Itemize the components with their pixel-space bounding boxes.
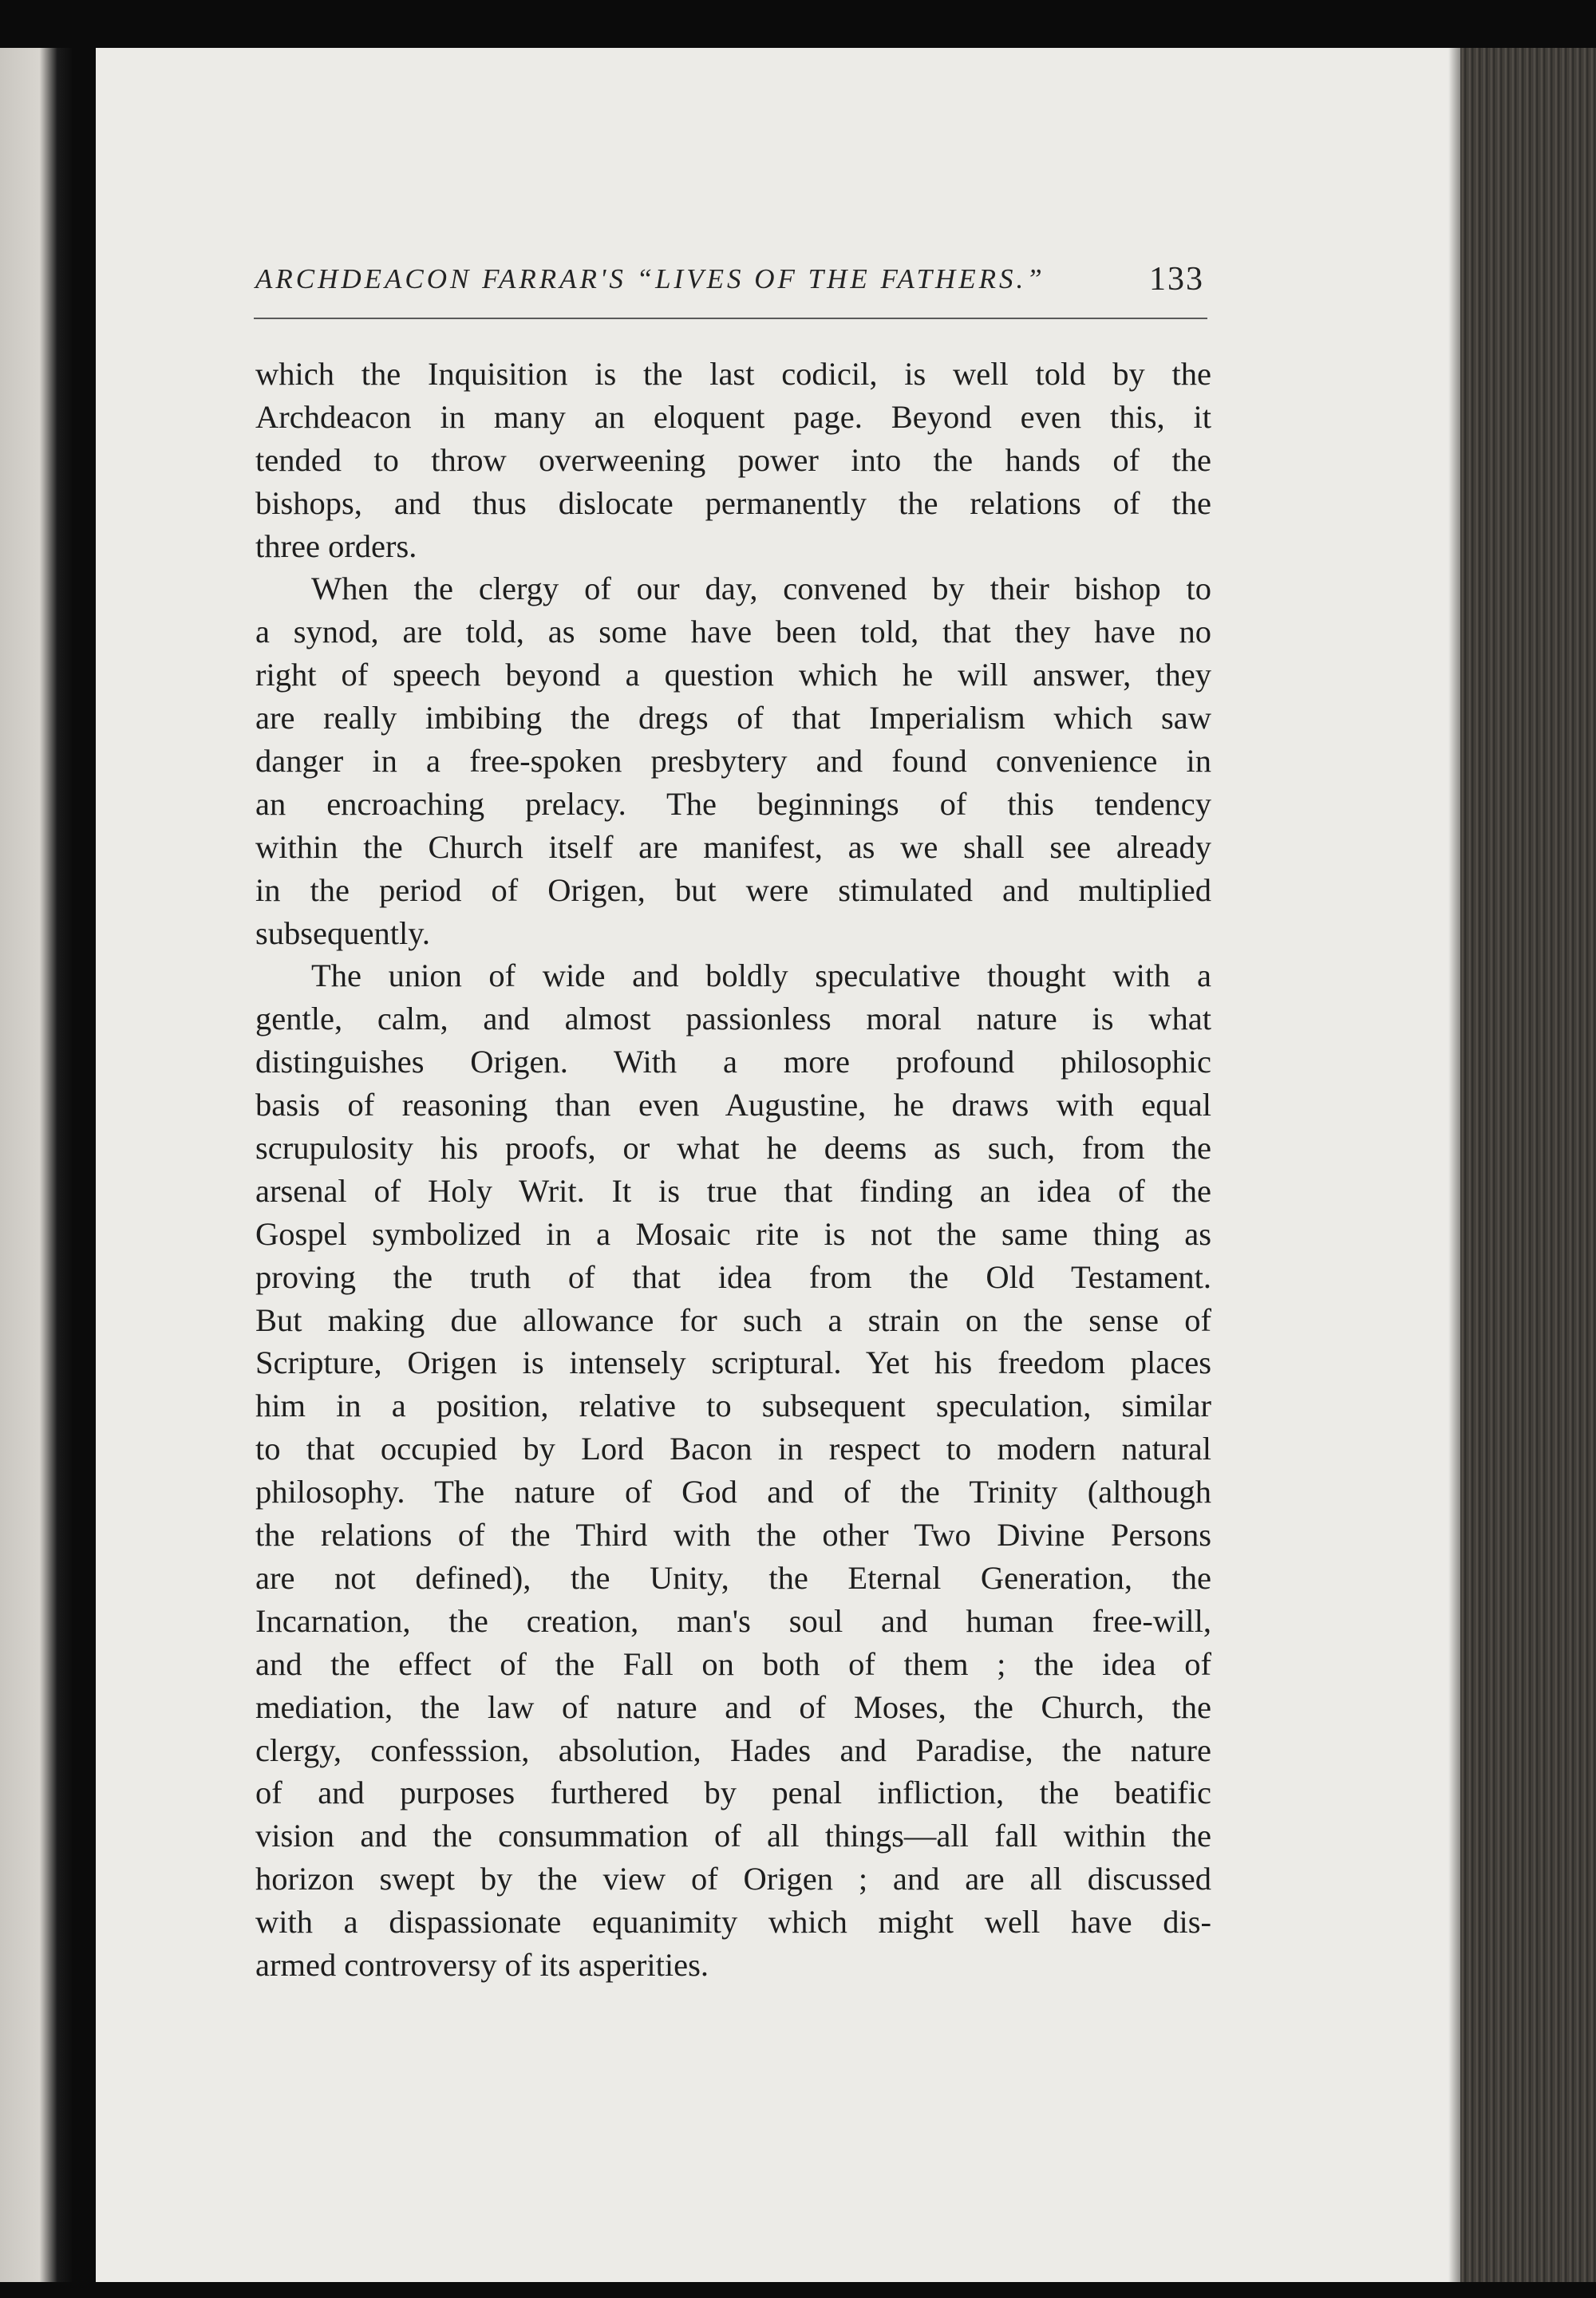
text-line: distinguishes Origen. With a more profound philosophic [255, 1044, 1211, 1080]
text-line: are not defined), the Unity, the Eternal Generation, the [255, 1559, 1211, 1596]
paragraph-first-line: When the clergy of our day, convened by their bishop to [311, 571, 1211, 607]
text-line: of and purposes furthered by penal infliction, the beatific [255, 1775, 1211, 1811]
text-line: arsenal of Holy Writ. It is true that finding an idea of the [255, 1172, 1211, 1209]
text-line: which the Inquisition is the last codicil, is well told by the [255, 356, 1211, 392]
text-line: bishops, and thus dislocate permanently the relations of the [255, 484, 1211, 521]
text-line: danger in a free-spoken presbytery and found convenience in [255, 743, 1211, 780]
paragraph-first-line: The union of wide and boldly speculative thought with a [311, 958, 1211, 994]
text-line: Scripture, Origen is intensely scriptural. Yet his freedom places [255, 1344, 1211, 1381]
text-line: Incarnation, the creation, man's soul and human free-will, [255, 1602, 1211, 1639]
text-line: three orders. [255, 527, 417, 564]
text-line: tended to throw overweening power into the hands of the [255, 441, 1211, 478]
text-line: and the effect of the Fall on both of them ; the idea of [255, 1645, 1211, 1682]
header-rule [254, 318, 1207, 319]
text-line: right of speech beyond a question which he will answer, they [255, 657, 1211, 693]
body-text [255, 353, 1211, 1987]
text-line: are really imbibing the dregs of that Imperialism which saw [255, 700, 1211, 736]
text-line: with a dispassionate equanimity which might well have dis- [255, 1904, 1211, 1941]
text-line: within the Church itself are manifest, as we shall see already [255, 828, 1211, 865]
text-line: scrupulosity his proofs, or what he deems as such, from the [255, 1130, 1211, 1167]
text-line: mediation, the law of nature and of Moses, the Church, the [255, 1688, 1211, 1725]
text-line: Gospel symbolized in a Mosaic rite is not the same thing as [255, 1215, 1211, 1252]
page-number: 133 [1149, 261, 1204, 298]
text-line: vision and the consummation of all things—all fall within the [255, 1818, 1211, 1854]
text-line: Archdeacon in many an eloquent page. Beyond even this, it [255, 398, 1211, 435]
facing-page-edge [0, 48, 72, 2282]
text-line: armed controversy of its asperities. [255, 1946, 709, 1983]
text-line: the relations of the Third with the other Two Divine Persons [255, 1517, 1211, 1554]
text-line: proving the truth of that idea from the Old Testament. [255, 1258, 1211, 1295]
running-head: ARCHDEACON FARRAR'S “LIVES OF THE FATHERS.” [255, 263, 1045, 294]
text-line: gentle, calm, and almost passionless moral nature is what [255, 1001, 1211, 1037]
text-line: to that occupied by Lord Bacon in respect to modern natural [255, 1431, 1211, 1467]
book-fore-edge [1460, 48, 1596, 2282]
text-line: clergy, confesssion, absolution, Hades and Paradise, the nature [255, 1731, 1211, 1768]
text-line: But making due allowance for such a strain on the sense of [255, 1301, 1211, 1338]
text-line: a synod, are told, as some have been told, that they have no [255, 614, 1211, 650]
text-line: basis of reasoning than even Augustine, he draws with equal [255, 1087, 1211, 1123]
text-line: subsequently. [255, 914, 430, 951]
text-line: in the period of Origen, but were stimulated and multiplied [255, 871, 1211, 908]
text-line: him in a position, relative to subsequent speculation, similar [255, 1388, 1211, 1424]
text-line: horizon swept by the view of Origen ; and are all discussed [255, 1861, 1211, 1897]
text-line: philosophy. The nature of God and of the Trinity (although [255, 1474, 1211, 1510]
text-line: an encroaching prelacy. The beginnings of this tendency [255, 785, 1211, 822]
